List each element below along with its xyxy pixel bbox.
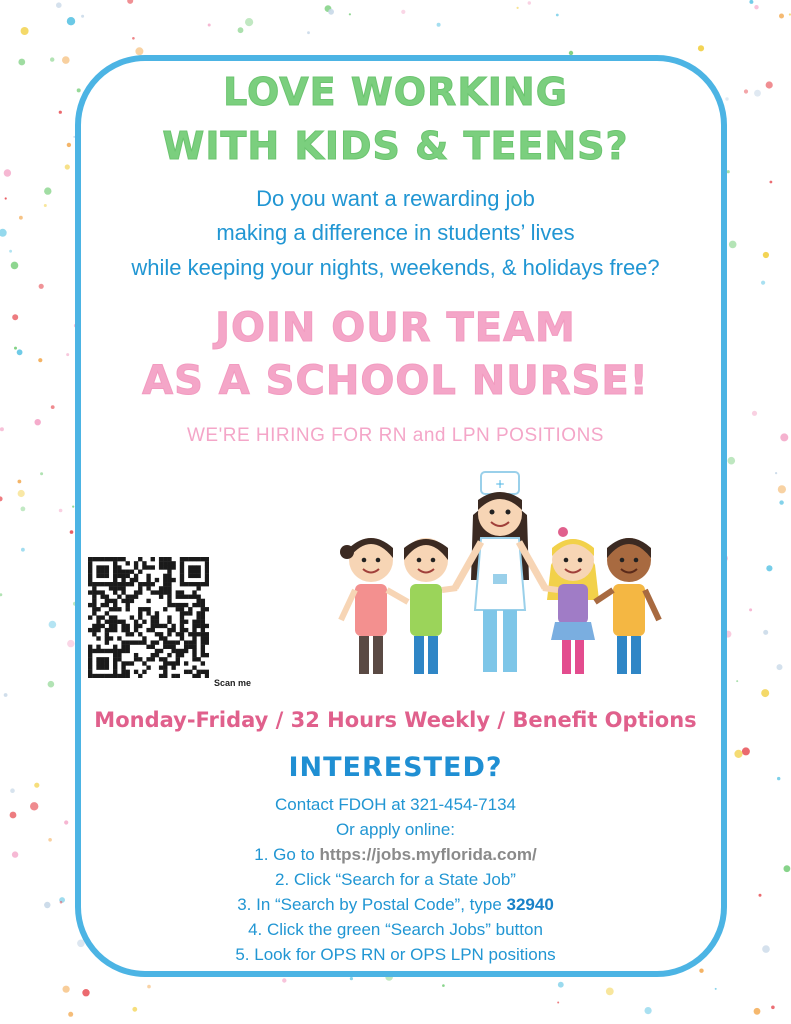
step-2: 2. Click “Search for a State Job”: [275, 870, 516, 889]
contact-phone: Contact FDOH at 321-454-7134: [275, 795, 516, 814]
confetti-dot: [778, 485, 786, 493]
qr-code[interactable]: [88, 557, 209, 678]
step-3: [0, 895, 791, 915]
confetti-dot: [777, 664, 783, 670]
confetti-dot: [39, 284, 44, 289]
confetti-dot: [517, 7, 519, 9]
confetti-dot: [81, 15, 84, 18]
confetti-dot: [245, 18, 253, 26]
confetti-dot: [127, 0, 133, 4]
confetti-dot: [10, 788, 15, 793]
confetti-dot: [56, 2, 62, 8]
confetti-dot: [4, 169, 11, 176]
child-purple-shirt: [543, 527, 599, 674]
step-4: 4. Click the green “Search Jobs” button: [248, 920, 543, 939]
confetti-dot: [771, 1006, 775, 1010]
confetti-dot: [328, 9, 334, 15]
confetti-dot: [606, 988, 614, 996]
confetti-dot: [556, 14, 559, 17]
confetti-dot: [766, 565, 772, 571]
headline-love-working: LOVE WORKING: [223, 70, 568, 114]
child-pink-shirt: [340, 538, 408, 674]
child-green-shirt: [404, 538, 457, 674]
jobs-website-link[interactable]: https://jobs.myflorida.com/: [319, 845, 537, 864]
step-1: [0, 845, 791, 865]
confetti-dot: [727, 170, 730, 173]
confetti-dot: [34, 783, 39, 788]
confetti-dot: [68, 1012, 73, 1017]
confetti-dot: [779, 500, 783, 504]
confetti-dot: [0, 593, 2, 596]
intro-line-2: making a difference in students’ lives: [216, 220, 575, 245]
confetti-dot: [775, 472, 777, 474]
step-5: 5. Look for OPS RN or OPS LPN positions: [235, 945, 556, 964]
schedule-benefits: Monday-Friday / 32 Hours Weekly / Benefit Options: [94, 708, 697, 732]
confetti-dot: [70, 530, 74, 534]
nurse-figure: [455, 472, 545, 672]
confetti-dot: [72, 506, 74, 508]
confetti-dot: [770, 181, 773, 184]
confetti-dot: [749, 0, 753, 4]
confetti-dot: [528, 1, 531, 4]
hiring-positions: WE'RE HIRING FOR RN and LPN POSITIONS: [187, 425, 604, 446]
confetti-dot: [715, 988, 717, 990]
confetti-dot: [49, 621, 57, 629]
confetti-dot: [21, 548, 25, 552]
confetti-dot: [48, 681, 55, 688]
nurse-and-children-illustration: [333, 470, 673, 685]
confetti-dot: [749, 608, 752, 611]
svg-text:+: +: [494, 477, 506, 491]
confetti-dot: [18, 480, 22, 484]
confetti-dot: [132, 1007, 137, 1012]
confetti-dot: [349, 13, 351, 15]
confetti-dot: [82, 989, 89, 996]
postal-code: 32940: [506, 895, 554, 914]
confetti-dot: [557, 1002, 559, 1004]
confetti-dot: [761, 281, 765, 285]
confetti-dot: [752, 411, 757, 416]
confetti-dot: [754, 1008, 761, 1015]
intro-line-3: while keeping your nights, weekends, & holidays free?: [131, 255, 660, 280]
confetti-dot: [51, 405, 55, 409]
step-1-text: 1. Go to: [254, 845, 320, 864]
confetti-dot: [67, 17, 75, 25]
confetti-dot: [558, 982, 564, 988]
confetti-dot: [754, 5, 758, 9]
qr-caption: Scan me: [214, 678, 252, 688]
headline-kids-teens: WITH KIDS & TEENS?: [162, 124, 629, 168]
confetti-dot: [282, 978, 286, 982]
confetti-dot: [763, 630, 768, 635]
confetti-dot: [442, 984, 445, 987]
step-3-text: 3. In “Search by Postal Code”, type: [237, 895, 507, 914]
confetti-dot: [698, 45, 704, 51]
confetti-dot: [59, 509, 63, 513]
confetti-dot: [66, 353, 69, 356]
interested-heading: INTERESTED?: [288, 752, 503, 783]
confetti-dot: [18, 59, 25, 66]
confetti-dot: [208, 24, 211, 27]
headline-school-nurse: AS A SCHOOL NURSE!: [142, 358, 649, 404]
confetti-dot: [63, 986, 70, 993]
confetti-dot: [350, 977, 353, 980]
confetti-dot: [645, 1007, 652, 1014]
confetti-dot: [699, 969, 703, 973]
confetti-dot: [18, 490, 25, 497]
confetti-dot: [401, 10, 405, 14]
confetti-dot: [147, 985, 151, 989]
apply-online: Or apply online:: [335, 820, 456, 839]
confetti-dot: [4, 693, 8, 697]
confetti-dot: [0, 496, 3, 501]
confetti-dot: [307, 31, 310, 34]
confetti-dot: [437, 23, 441, 27]
headline-join-team: JOIN OUR TEAM: [215, 305, 576, 351]
confetti-dot: [50, 57, 54, 61]
confetti-dot: [21, 507, 26, 512]
confetti-dot: [736, 680, 738, 682]
confetti-dot: [9, 250, 12, 253]
confetti-dot: [779, 14, 784, 19]
confetti-dot: [40, 472, 43, 475]
confetti-dot: [21, 27, 29, 35]
confetti-dot: [62, 56, 70, 64]
child-orange-shirt: [595, 538, 659, 674]
confetti-dot: [761, 689, 769, 697]
intro-line-1: Do you want a rewarding job: [256, 186, 535, 211]
confetti-dot: [132, 37, 135, 40]
confetti-dot: [728, 457, 736, 465]
confetti-dot: [67, 640, 74, 647]
confetti-dot: [238, 27, 244, 33]
